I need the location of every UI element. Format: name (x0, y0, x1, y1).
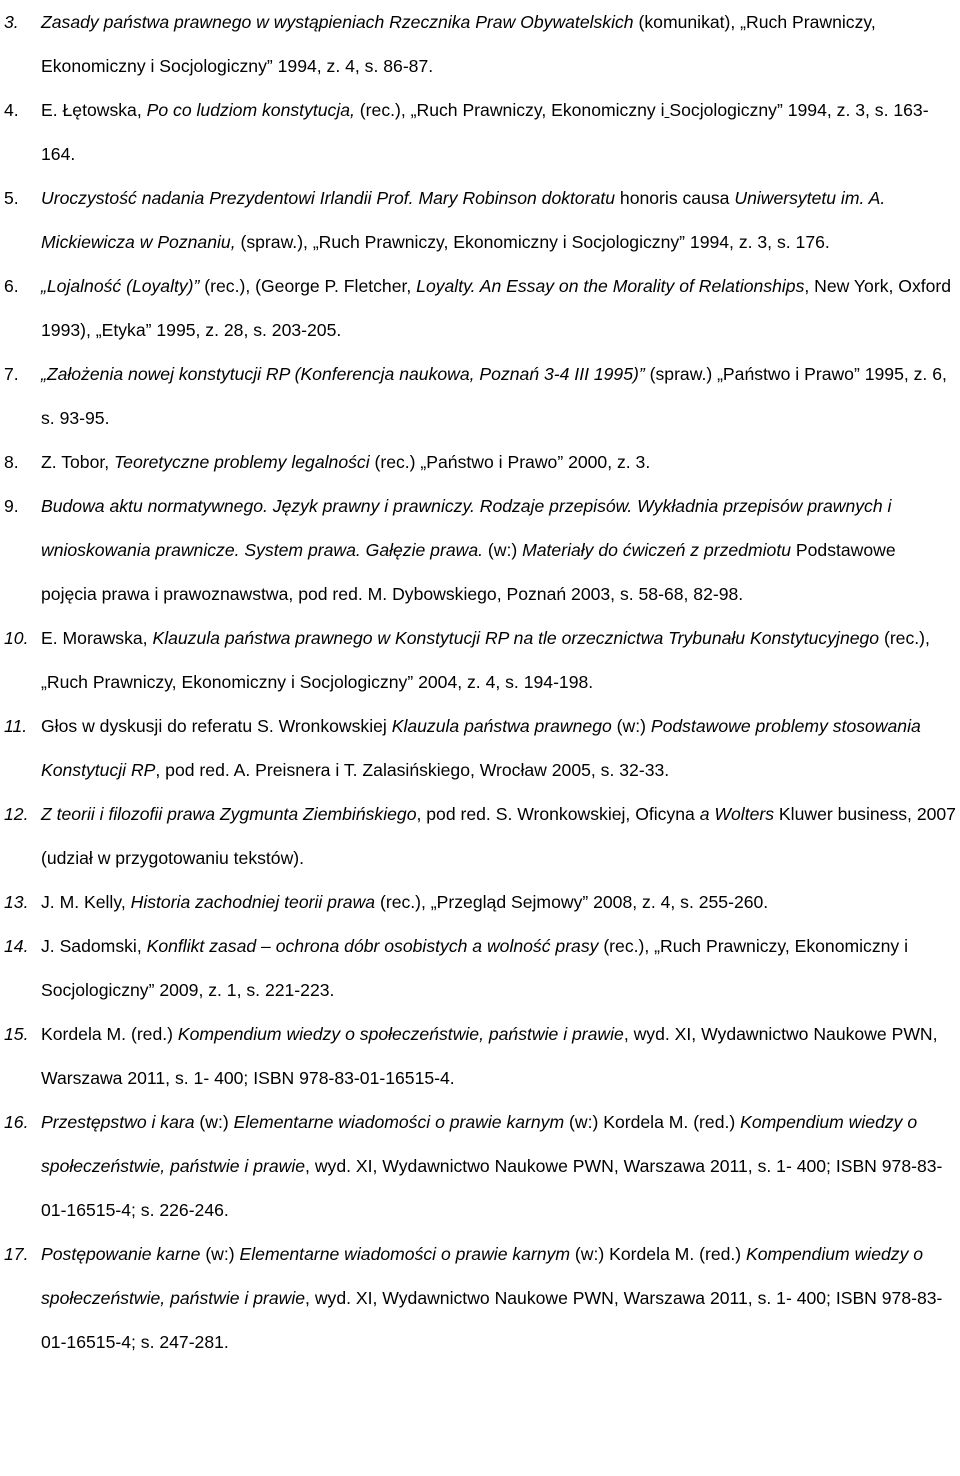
entry-plain-text: , pod red. A. Preisnera i T. Zalasińskiego, Wrocław 2005, s. 32-33. (155, 760, 670, 780)
entry-plain-text: (w:) (483, 540, 523, 560)
entry-text (41, 1232, 956, 1364)
entry-plain-text: honoris causa (615, 188, 735, 208)
bibliography-entry (4, 176, 956, 264)
entry-title-text: Postępowanie karne (41, 1244, 201, 1264)
entry-title-text: Elementarne wiadomości o prawie karnym (239, 1244, 571, 1264)
entry-number: 11. (4, 716, 28, 736)
entry-number: 5. (4, 188, 19, 208)
bibliography-entry (4, 704, 956, 792)
bibliography-entry (4, 264, 956, 352)
entry-title-text: Podstawowe problemy stosowania Konstytucji RP (41, 716, 921, 780)
entry-plain-text: , wyd. XI, Wydawnictwo Naukowe PWN, Warszawa 2011, s. 1- 400; ISBN 978-83-01-16515-4; s. 226-246. (41, 1156, 943, 1220)
entry-title-text: Loyalty. An Essay on the Morality of Relationships (416, 276, 805, 296)
bibliography-entry (4, 352, 956, 440)
entry-title-text: Klauzula państwa prawnego w Konstytucji RP na tle orzecznictwa Trybunału Konstytucyjnego (152, 628, 880, 648)
entry-number: 14. (4, 936, 29, 956)
entry-title-text: Po co ludziom konstytucja, (146, 100, 355, 120)
entry-plain-text: , wyd. XI, Wydawnictwo Naukowe PWN, Warszawa 2011, s. 1- 400; ISBN 978-83-01-16515-4. (41, 1024, 938, 1088)
entry-plain-text: (w:) (611, 716, 651, 736)
entry-plain-text: (w:) Kordela M. (red.) (570, 1244, 747, 1264)
entry-plain-text: , pod red. S. Wronkowskiej, Oficyna (416, 804, 700, 824)
entry-plain-text: (rec.) „Państwo i Prawo” 2000, z. 3. (369, 452, 651, 472)
entry-plain-text: (spraw.), „Ruch Prawniczy, Ekonomiczny i Socjologiczny” 1994, z. 3, s. 176. (235, 232, 830, 252)
entry-number: 3. (4, 12, 19, 32)
entry-number: 17. (4, 1244, 29, 1264)
entry-title-text: Kompendium wiedzy o społeczeństwie, państwie i prawie (41, 1112, 918, 1176)
entry-plain-text: J. M. Kelly, (41, 892, 131, 912)
entry-plain-text: , New York, Oxford 1993), „Etyka” 1995, z. 28, s. 203-205. (41, 276, 952, 340)
entry-title-text: Elementarne wiadomości o prawie karnym (233, 1112, 565, 1132)
entry-plain-text: (w:) (200, 1244, 240, 1264)
entry-text (41, 704, 956, 792)
entry-text (41, 1100, 956, 1232)
entry-number: 15. (4, 1024, 29, 1044)
entry-plain-text: E. Łętowska, (41, 100, 147, 120)
entry-number: 10. (4, 628, 29, 648)
entry-plain-text: (w:) (194, 1112, 234, 1132)
entry-title-text: Klauzula państwa prawnego (391, 716, 612, 736)
bibliography-entry (4, 616, 956, 704)
entry-title-text: Teoretyczne problemy legalności (114, 452, 370, 472)
entry-text (41, 440, 956, 484)
entry-number: 8. (4, 452, 19, 472)
bibliography-entry (4, 1100, 956, 1232)
entry-plain-text: Kluwer business, 2007 (udział w przygotowaniu tekstów). (41, 804, 956, 868)
entry-title-text: Kompendium wiedzy o społeczeństwie, państwie i prawie (177, 1024, 624, 1044)
entry-plain-text: , wyd. XI, Wydawnictwo Naukowe PWN, Warszawa 2011, s. 1- 400; ISBN 978-83-01-16515-4; s. 247-281. (41, 1288, 943, 1352)
entry-plain-text: E. Morawska, (41, 628, 153, 648)
entry-text (41, 176, 956, 264)
bibliography-entry (4, 88, 956, 176)
bibliography-list (4, 0, 956, 1364)
entry-title-text: „Założenia nowej konstytucji RP (Konferencja naukowa, Poznań 3-4 III 1995)” (41, 364, 645, 384)
entry-plain-text: (komunikat), „Ruch Prawniczy, Ekonomiczny i Socjologiczny” 1994, z. 4, s. 86-87. (41, 12, 876, 76)
entry-title-text: Konflikt zasad – ochrona dóbr osobistych a wolność prasy (146, 936, 599, 956)
entry-title-text: Historia zachodniej teorii prawa (130, 892, 376, 912)
entry-text (41, 352, 956, 440)
entry-title-text: Z teorii i filozofii prawa Zygmunta Ziembińskiego (41, 804, 417, 824)
entry-text (41, 264, 956, 352)
entry-text (41, 924, 956, 1012)
entry-plain-text: Socjologiczny” 1994, z. 3, s. 163-164. (41, 100, 929, 164)
entry-title-text: Uroczystość nadania Prezydentowi Irlandii Prof. Mary Robinson doktoratu (41, 188, 616, 208)
entry-text (41, 616, 956, 704)
entry-number: 16. (4, 1112, 29, 1132)
entry-plain-text: (rec.), „Przegląd Sejmowy” 2008, z. 4, s. 255-260. (375, 892, 769, 912)
entry-text (41, 792, 956, 880)
bibliography-entry (4, 924, 956, 1012)
entry-number: 4. (4, 100, 19, 120)
entry-number: 13. (4, 892, 29, 912)
entry-plain-text: Głos w dyskusji do referatu S. Wronkowskiej (41, 716, 392, 736)
entry-text (41, 0, 956, 88)
entry-text (41, 880, 956, 924)
entry-plain-text: (rec.), „Ruch Prawniczy, Ekonomiczny i Socjologiczny” 2004, z. 4, s. 194-198. (41, 628, 930, 692)
entry-plain-text: Z. Tobor, (41, 452, 115, 472)
entry-text (41, 484, 956, 616)
bibliography-entry (4, 484, 956, 616)
entry-title-text: Zasady państwa prawnego w wystąpieniach Rzecznika Praw Obywatelskich (41, 12, 634, 32)
entry-plain-text: (rec.), „Ruch Prawniczy, Ekonomiczny i (354, 100, 665, 120)
entry-title-text: Materiały do ćwiczeń z przedmiotu (522, 540, 791, 560)
entry-text (41, 1012, 956, 1100)
entry-plain-text: Kordela M. (red.) (41, 1024, 178, 1044)
bibliography-entry (4, 1232, 956, 1364)
entry-text (41, 88, 956, 176)
entry-plain-text: (rec.), „Ruch Prawniczy, Ekonomiczny i Socjologiczny” 2009, z. 1, s. 221-223. (41, 936, 909, 1000)
entry-title-text: Budowa aktu normatywnego. Język prawny i prawniczy. Rodzaje przepisów. Wykładnia przepisów prawnych i wnioskowania prawnicze. System prawa. Gałęzie prawa. (41, 496, 892, 560)
bibliography-entry (4, 440, 956, 484)
entry-number: 6. (4, 276, 19, 296)
entry-plain-text: (rec.), (George P. Fletcher, (199, 276, 417, 296)
entry-plain-text: (spraw.) „Państwo i Prawo” 1995, z. 6, s. 93-95. (41, 364, 947, 428)
bibliography-entry (4, 0, 956, 88)
entry-plain-text: (w:) Kordela M. (red.) (564, 1112, 741, 1132)
bibliography-entry (4, 880, 956, 924)
entry-number: 9. (4, 496, 19, 516)
entry-number: 12. (4, 804, 29, 824)
bibliography-entry (4, 792, 956, 880)
entry-title-text: Kompendium wiedzy o społeczeństwie, państwie i prawie (41, 1244, 924, 1308)
entry-title-text: Przestępstwo i kara (41, 1112, 195, 1132)
entry-plain-text: Podstawowe pojęcia prawa i prawoznawstwa, pod red. M. Dybowskiego, Poznań 2003, s. 58-68, 82-98. (41, 540, 896, 604)
entry-title-text: „Lojalność (Loyalty)” (41, 276, 200, 296)
entry-number: 7. (4, 364, 19, 384)
entry-title-text: Uniwersytetu im. A. Mickiewicza w Poznaniu, (41, 188, 886, 252)
entry-plain-text: J. Sadomski, (41, 936, 147, 956)
bibliography-entry (4, 1012, 956, 1100)
entry-title-text: a Wolters (699, 804, 775, 824)
